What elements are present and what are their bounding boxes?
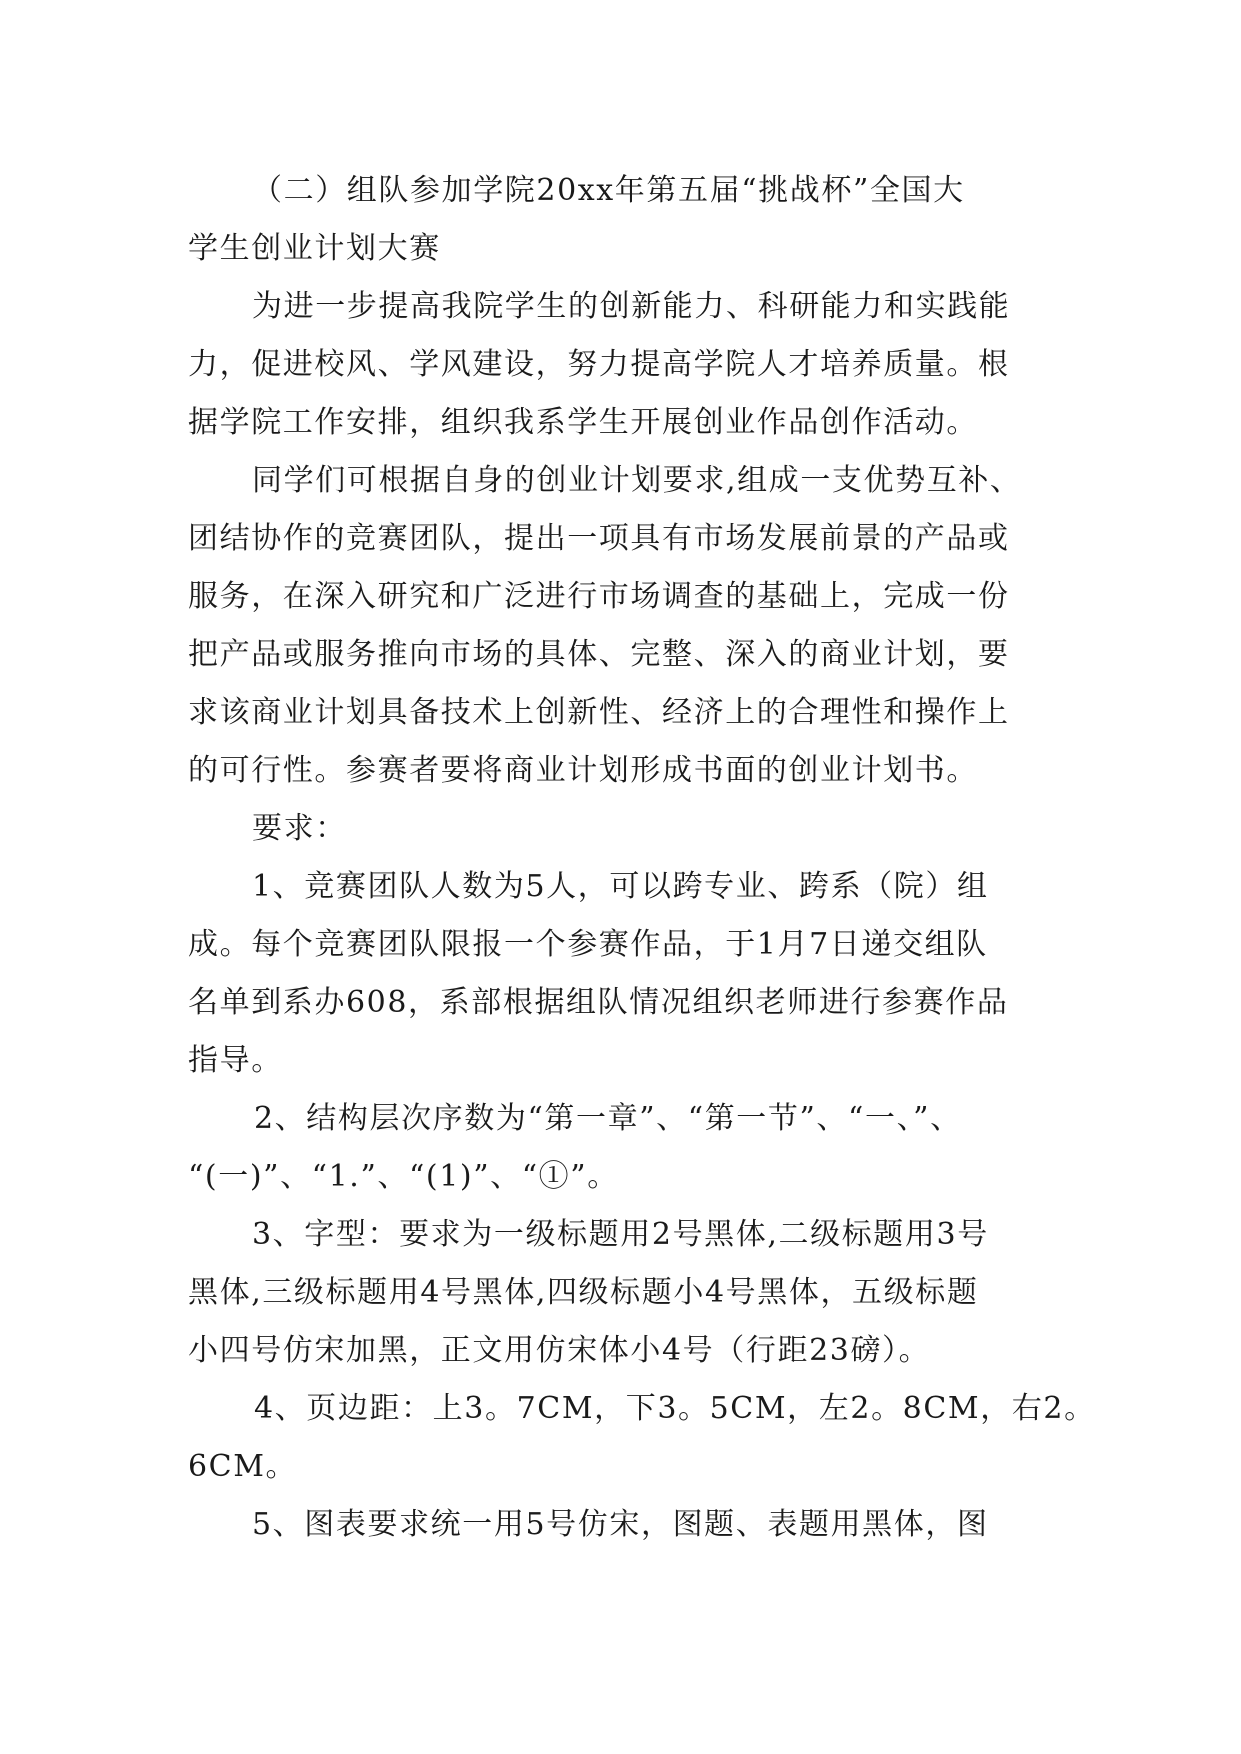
requirement-item-1 — [188, 858, 1056, 1090]
text-line: 名单到系办608，系部根据组队情况组织老师进行参赛作品 — [188, 985, 1009, 1020]
paragraph-intro — [188, 278, 1056, 452]
text-line: （二）组队参加学院20xx年第五届“挑战杯”全国大 — [252, 173, 965, 208]
section-heading — [188, 162, 1056, 278]
text-line: 1、竞赛团队人数为5人，可以跨专业、跨系（院）组 — [252, 869, 989, 904]
requirement-item-5 — [188, 1496, 1056, 1554]
requirement-item-2 — [188, 1090, 1056, 1206]
text-line: 6CM。 — [188, 1449, 298, 1484]
requirements-label: 要求： — [252, 811, 347, 846]
document-body — [188, 162, 1096, 1554]
text-line: 指导。 — [188, 1043, 283, 1078]
text-line: 为进一步提高我院学生的创新能力、科研能力和实践能 — [252, 289, 1011, 324]
text-line: 5、图表要求统一用5号仿宋，图题、表题用黑体，图 — [252, 1507, 989, 1542]
text-line: 2、结构层次序数为“第一章”、“第一节”、“一、”、 — [254, 1101, 962, 1136]
paragraph-plan — [188, 452, 1056, 800]
requirement-item-4 — [188, 1380, 1096, 1496]
text-line: 黑体,三级标题用4号黑体,四级标题小4号黑体，五级标题 — [188, 1275, 979, 1310]
text-line: 求该商业计划具备技术上创新性、经济上的合理性和操作上 — [188, 695, 1010, 730]
text-line: 同学们可根据自身的创业计划要求,组成一支优势互补、 — [252, 463, 1022, 498]
text-line: 团结协作的竞赛团队，提出一项具有市场发展前景的产品或 — [188, 521, 1010, 556]
text-line: 小四号仿宋加黑，正文用仿宋体小4号（行距23磅）。 — [188, 1333, 931, 1368]
text-line: “(一)”、“1.”、“(1)”、“①”。 — [188, 1159, 619, 1194]
text-line: 4、页边距：上3。7CM，下3。5CM，左2。8CM，右2。 — [254, 1391, 1096, 1426]
text-line: 学生创业计划大赛 — [188, 231, 441, 266]
text-line: 的可行性。参赛者要将商业计划形成书面的创业计划书。 — [188, 753, 978, 788]
text-line: 服务，在深入研究和广泛进行市场调查的基础上，完成一份 — [188, 579, 1010, 614]
text-line: 3、字型：要求为一级标题用2号黑体,二级标题用3号 — [252, 1217, 989, 1252]
text-line: 成。每个竞赛团队限报一个参赛作品，于1月7日递交组队 — [188, 927, 988, 962]
requirement-item-3 — [188, 1206, 1056, 1380]
text-line: 把产品或服务推向市场的具体、完整、深入的商业计划，要 — [188, 637, 1010, 672]
text-line: 据学院工作安排，组织我系学生开展创业作品创作活动。 — [188, 405, 978, 440]
text-line: 力，促进校风、学风建设，努力提高学院人才培养质量。根 — [188, 347, 1010, 382]
